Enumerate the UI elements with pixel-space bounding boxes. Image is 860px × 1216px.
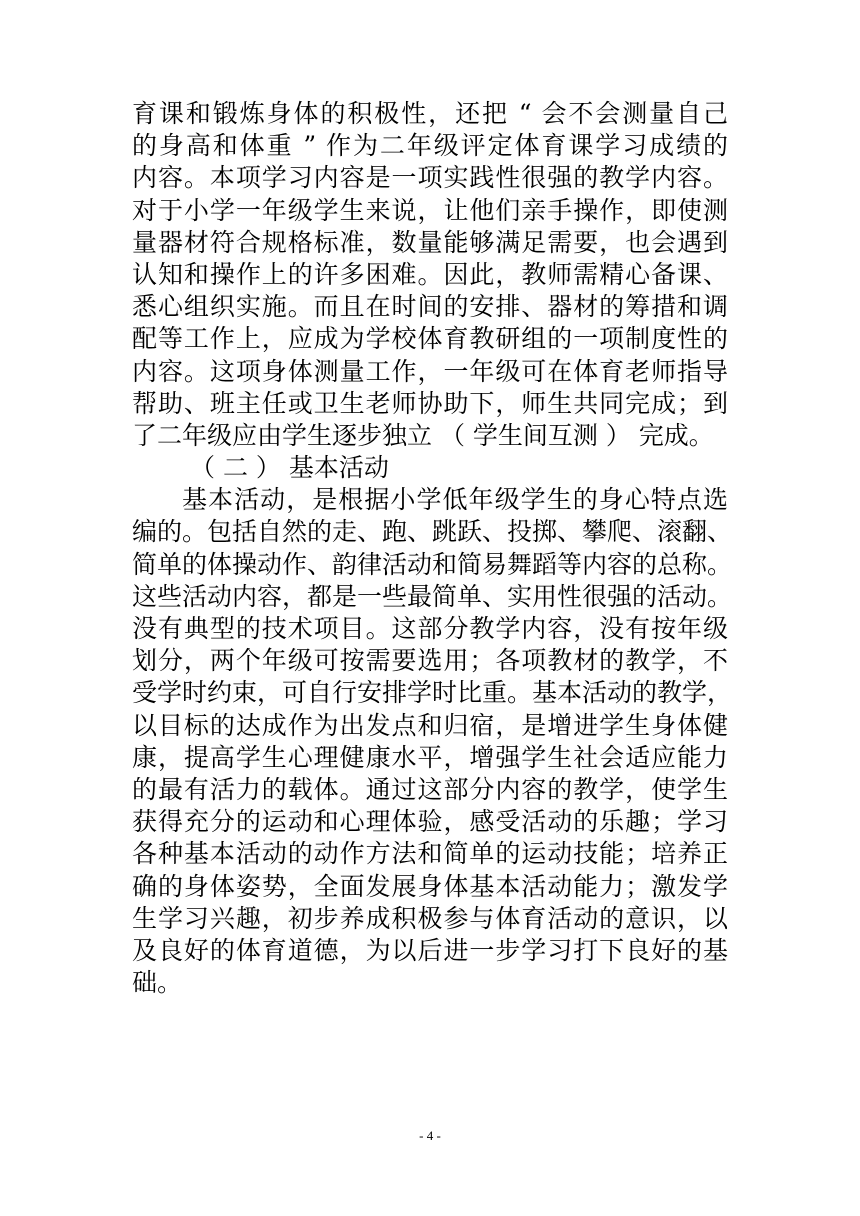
text-line: 量器材符合规格标准，数量能够满足需要，也会遇到 — [132, 227, 728, 257]
text-line: 确的身体姿势，全面发展身体基本活动能力；激发学 — [132, 871, 728, 901]
text-line: 获得充分的运动和心理体验，感受活动的乐趣；学习 — [132, 807, 728, 837]
text-line: 划分，两个年级可按需要选用；各项教材的教学，不 — [132, 646, 728, 676]
text-line: 帮助、班主任或卫生老师协助下，师生共同完成；到 — [132, 388, 728, 418]
text-line: 础。 — [132, 968, 183, 998]
text-line: 了二年级应由学生逐步独立 （ 学生间互测 ） 完成。 — [132, 420, 714, 450]
text-line: 这些活动内容，都是一些最简单、实用性很强的活动。 — [132, 581, 733, 611]
text-line: 配等工作上，应成为学校体育教研组的一项制度性的 — [132, 324, 728, 354]
page-number: - 4 - — [419, 1128, 441, 1143]
text-line: 以目标的达成作为出发点和归宿，是增进学生身体健 — [132, 710, 728, 740]
text-line: 没有典型的技术项目。这部分教学内容，没有按年级 — [132, 614, 728, 643]
text-line: 康，提高学生心理健康水平，增强学生社会适应能力 — [132, 742, 728, 772]
body-text — [132, 98, 733, 999]
text-line: 及良好的体育道德，为以后进一步学习打下良好的基 — [132, 935, 728, 965]
text-line: 对于小学一年级学生来说，让他们亲手操作，即使测 — [132, 195, 728, 225]
section-heading: （ 二 ） 基本活动 — [190, 453, 389, 483]
text-line: 认知和操作上的许多困难。因此，教师需精心备课、 — [132, 259, 728, 289]
text-line: 的身高和体重 ” 作为二年级评定体育课学习成绩的 — [132, 131, 728, 161]
text-line: 基本活动，是根据小学低年级学生的身心特点选 — [182, 485, 728, 515]
text-line: 的最有活力的载体。通过这部分内容的教学，使学生 — [132, 774, 728, 804]
text-line: 育课和锻炼身体的积极性，还把 “ 会不会测量自己 — [132, 99, 728, 128]
text-line: 内容。本项学习内容是一项实践性很强的教学内容。 — [132, 163, 728, 193]
text-line: 内容。这项身体测量工作，一年级可在体育老师指导 — [132, 356, 728, 386]
text-line: 简单的体操动作、韵律活动和简易舞蹈等内容的总称。 — [132, 549, 733, 579]
text-line: 受学时约束，可自行安排学时比重。基本活动的教学， — [132, 678, 733, 708]
text-line: 各种基本活动的动作方法和简单的运动技能；培养正 — [132, 839, 728, 869]
text-line: 悉心组织实施。而且在时间的安排、器材的筹措和调 — [132, 292, 728, 322]
text-line: 生学习兴趣，初步养成积极参与体育活动的意识，以 — [132, 903, 728, 933]
text-line: 编的。包括自然的走、跑、跳跃、投掷、攀爬、滚翻、 — [132, 517, 733, 547]
